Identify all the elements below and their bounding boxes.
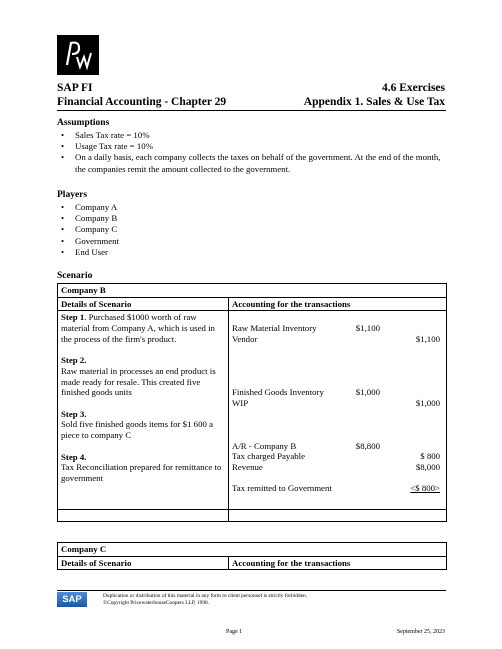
- footer-date: September 25, 2023: [396, 629, 445, 635]
- list-item: • Company B: [61, 213, 118, 224]
- journal-line: Raw Material Inventory $1,100: [232, 323, 380, 334]
- assumptions-title: Assumptions: [57, 118, 110, 128]
- header-rule: [57, 110, 446, 111]
- footer-copyright: ©Copyright PricewaterhouseCoopers LLP, 1998.: [103, 600, 210, 606]
- accounting-header: Accounting for the transactions: [229, 556, 447, 570]
- details-cell: [58, 311, 229, 510]
- list-item: • End User: [61, 246, 108, 257]
- company-b-table: [57, 283, 447, 522]
- sap-logo: SAP: [57, 592, 87, 607]
- list-item: • Company C: [61, 224, 118, 235]
- list-item: • Sales Tax rate = 10%: [61, 130, 150, 140]
- step-2: Step 2. Raw material in processes an end product is made ready for resale. This created five finished goods units: [61, 355, 216, 398]
- step-3: Step 3. Sold five finished goods items for $1 600 a piece to company C: [61, 408, 213, 441]
- journal-line: Finished Goods Inventory $1,000: [232, 387, 380, 398]
- scenario-title: Scenario: [57, 271, 93, 281]
- empty-cell: [229, 510, 447, 522]
- details-header: Details of Scenario: [58, 556, 229, 570]
- journal-line: A/R - Company B $8,800: [232, 440, 380, 451]
- journal-line: Tax remitted to Government <$ 800>: [232, 483, 441, 494]
- company-c-table: [57, 542, 447, 570]
- company-b-heading: Company B: [58, 284, 447, 298]
- pwc-logo: [57, 35, 99, 75]
- footer-disclaimer: Duplication or distribution of this material in any form to client personnel is strictly forbidden.: [103, 593, 308, 599]
- accounting-header: Accounting for the transactions: [229, 297, 447, 311]
- footer-rule: [57, 590, 446, 591]
- accounting-cell: [229, 311, 447, 510]
- list-item: • Company A: [61, 202, 118, 212]
- details-header: Details of Scenario: [58, 297, 229, 311]
- empty-cell: [58, 510, 229, 522]
- header-appendix: Appendix 1. Sales & Use Tax: [303, 96, 445, 108]
- players-list: [57, 202, 257, 258]
- step-4: Step 4. Tax Reconciliation prepared for remittance to government: [61, 451, 222, 483]
- page-number: Page 1: [226, 629, 243, 635]
- journal-line: Revenue $8,000: [232, 462, 441, 473]
- list-item: • Government: [61, 235, 119, 246]
- journal-line: WIP $1,000: [232, 397, 441, 408]
- header-course: SAP FI: [57, 82, 93, 94]
- list-item: • On a daily basis, each company collects the taxes on behalf of the government. At the end of the month, the companies remit the amount collected to the government.: [61, 152, 441, 174]
- list-item: • Usage Tax rate = 10%: [61, 141, 153, 152]
- assumptions-list: [57, 130, 446, 175]
- header-chapter: Financial Accounting - Chapter 29: [57, 96, 227, 108]
- header-exercises: 4.6 Exercises: [381, 82, 445, 94]
- players-title: Players: [57, 190, 88, 200]
- journal-line: Vendor $1,100: [232, 333, 441, 344]
- step-1: Step 1. Purchased $1000 worth of raw material from Company A, which is used in the process of the firm's product.: [61, 312, 215, 344]
- company-c-heading: Company C: [58, 543, 447, 557]
- journal-line: Tax charged Payable $ 800: [232, 451, 441, 462]
